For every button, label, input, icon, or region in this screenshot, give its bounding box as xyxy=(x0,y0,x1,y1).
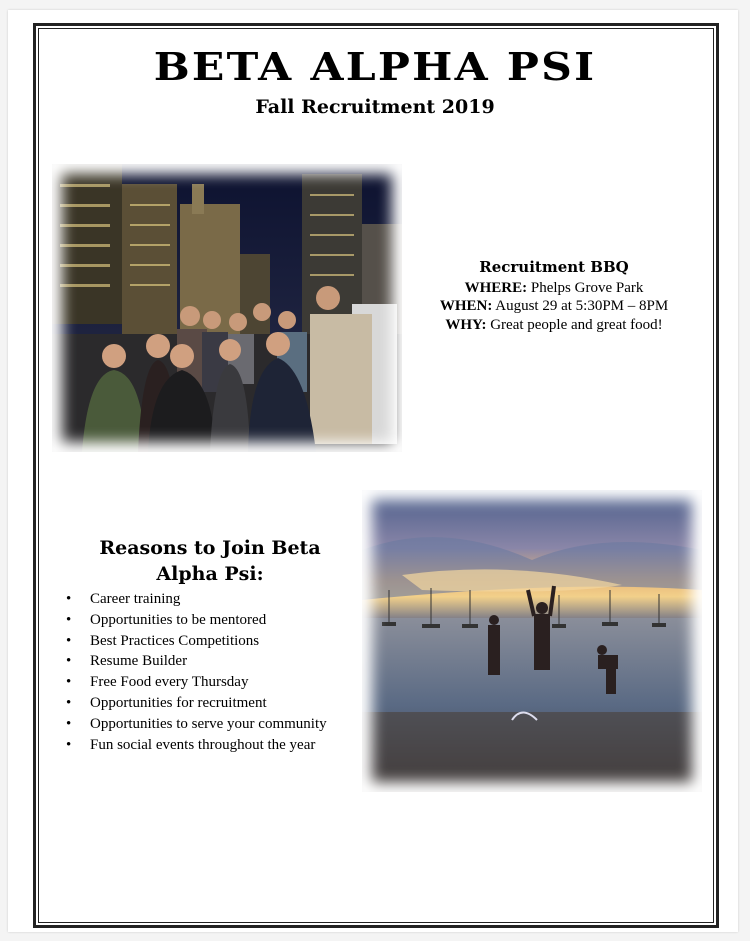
list-item: • Resume Builder xyxy=(64,651,327,672)
flyer-subtitle: Fall Recruitment 2019 xyxy=(255,96,495,118)
reasons-list xyxy=(64,589,327,755)
event-when xyxy=(420,297,688,316)
when-label: WHEN: xyxy=(439,298,493,314)
where-label: WHERE: xyxy=(464,279,528,296)
when-value: August 29 at 5:30PM – 8PM xyxy=(492,298,669,314)
event-details xyxy=(420,258,688,334)
why-value: Great people and great food! xyxy=(486,316,663,333)
event-title: Recruitment BBQ xyxy=(479,258,629,276)
why-label: WHY: xyxy=(445,316,487,333)
event-why xyxy=(420,316,688,335)
event-where xyxy=(420,279,688,298)
where-value: Phelps Grove Park xyxy=(527,279,644,296)
reasons-title xyxy=(60,535,360,587)
list-item: • Free Food every Thursday xyxy=(64,672,327,693)
flyer-title: BETA ALPHA PSI xyxy=(153,44,597,89)
list-item: • Opportunities for recruitment xyxy=(64,693,327,714)
list-item: • Fun social events throughout the year xyxy=(64,735,327,756)
list-item: • Best Practices Competitions xyxy=(64,631,327,652)
list-item: • Opportunities to serve your community xyxy=(64,714,327,735)
reasons-title-line1: Reasons to Join Beta xyxy=(99,537,321,559)
list-item: • Opportunities to be mentored xyxy=(64,610,327,631)
group-photo xyxy=(52,164,402,452)
lake-sunset-photo xyxy=(362,490,702,792)
list-item: • Career training xyxy=(64,589,327,610)
reasons-title-line2: Alpha Psi: xyxy=(156,563,264,585)
